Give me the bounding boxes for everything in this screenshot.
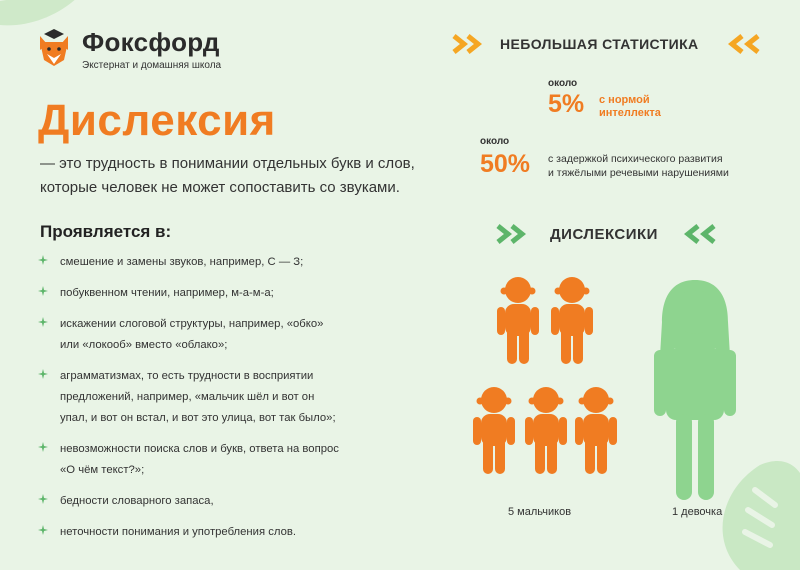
sparkle-bullet-icon: [38, 317, 48, 327]
chevron-left-icon: [684, 224, 718, 244]
fox-logo-icon: [36, 28, 72, 68]
boy-figure-icon: [494, 276, 542, 364]
list-item-text: искажении слоговой структуры, например, «обко» или «локооб» вместо «облако»;: [60, 318, 324, 351]
girls-caption: 1 девочка: [672, 506, 723, 518]
chevron-left-icon: [728, 34, 762, 54]
sparkle-bullet-icon: [38, 255, 48, 265]
list-item: [38, 366, 438, 429]
stat-label: с нормой интеллекта: [599, 94, 661, 119]
sparkle-bullet-icon: [38, 525, 48, 535]
list-item-text: неточности понимания и употребления слов.: [60, 526, 297, 538]
stats-heading: НЕБОЛЬШАЯ СТАТИСТИКА: [500, 36, 699, 52]
stat-prefix: около: [548, 78, 578, 89]
stat-value: 5%: [548, 90, 585, 118]
definition-text: — это трудность в понимании отдельных букв и слов, которые человек не может сопоставить со звуками.: [40, 155, 415, 196]
chevron-right-icon: [496, 224, 530, 244]
boy-figure-icon: [572, 386, 620, 474]
list-item-text: смешение и замены звуков, например, С — З;: [60, 256, 304, 268]
brand-subtitle: Экстернат и домашняя школа: [82, 60, 222, 71]
list-item: [38, 283, 438, 304]
list-item: [38, 252, 438, 273]
chevron-right-icon: [452, 34, 486, 54]
list-item: [38, 314, 438, 356]
girl-figure-icon: [650, 278, 740, 500]
list-item-text: невозможности поиска слов и букв, ответа на вопрос «О чём текст?»;: [60, 443, 339, 476]
brand: [36, 28, 221, 71]
list-item: [38, 522, 438, 543]
brand-name: Фоксфорд: [82, 27, 220, 57]
page-title: Дислексия: [38, 96, 276, 145]
list-item-text: побуквенном чтении, например, м-а-м-а;: [60, 287, 274, 299]
boys-caption: 5 мальчиков: [508, 506, 572, 518]
boy-figure-icon: [522, 386, 570, 474]
list-item-text: бедности словарного запаса,: [60, 495, 214, 507]
boy-figure-icon: [548, 276, 596, 364]
manifestation-heading: Проявляется в:: [40, 222, 172, 241]
boy-figure-icon: [470, 386, 518, 474]
list-item: [38, 439, 438, 481]
stat-prefix: около: [480, 136, 510, 147]
dyslexics-heading: ДИСЛЕКСИКИ: [550, 226, 658, 243]
sparkle-bullet-icon: [38, 494, 48, 504]
list-item-text: аграмматизмах, то есть трудности в восприятии предложений, например, «мальчик шёл и вот он упал, и вот он встал, и вот это улица, вот так было»;: [60, 370, 336, 424]
sparkle-bullet-icon: [38, 369, 48, 379]
manifestation-list: [38, 252, 438, 543]
sparkle-bullet-icon: [38, 442, 48, 452]
list-item: [38, 491, 438, 512]
sparkle-bullet-icon: [38, 286, 48, 296]
stat-value: 50%: [480, 150, 531, 178]
stat-label: с задержкой психического развития и тяжёлыми речевыми нарушениями: [548, 153, 729, 179]
